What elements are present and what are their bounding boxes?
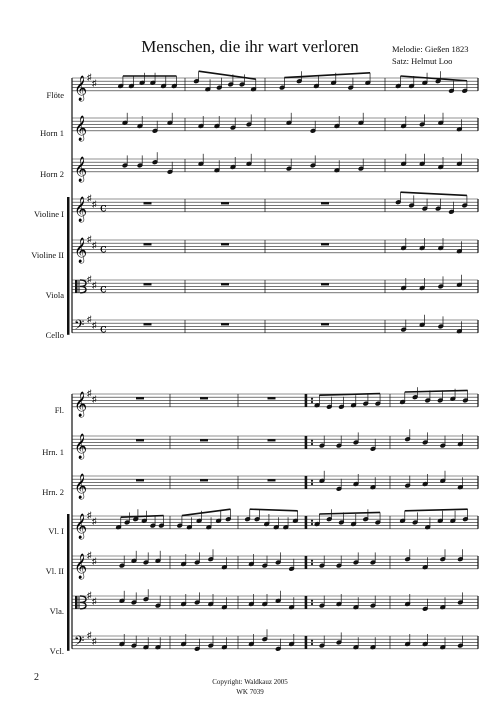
s1-staff-6-rest-2 — [321, 323, 329, 325]
instrument-label-flute: Flöte — [46, 90, 64, 100]
s2-staff-0-repeat-dot-1 — [311, 398, 313, 400]
s2-staff-3-m1-beam — [182, 509, 231, 515]
s2-staff-0-repeat-thick — [305, 394, 307, 407]
s2-staff-4-repeat-dot-2 — [311, 563, 313, 565]
s1-staff-5-rest-1 — [221, 283, 229, 285]
s2-staff-3-treble-clef-icon: 𝄞 — [74, 513, 88, 539]
s1-staff-6-rest-1 — [221, 323, 229, 325]
instrument-label-flute-short: Fl. — [54, 405, 64, 415]
page-title: Menschen, die ihr wart verloren — [141, 37, 359, 56]
s1-staff-3-sharp-c-icon: ♯ — [92, 198, 97, 209]
s2-staff-2-repeat-dot-1 — [311, 480, 313, 482]
s2-staff-1-rest-1 — [200, 439, 208, 441]
s1-staff-0-sharp-c-icon: ♯ — [92, 77, 97, 88]
s1-staff-0-m3-beam — [400, 76, 466, 81]
s2-staff-1-repeat-dot-2 — [311, 443, 313, 445]
s2-staff-2-repeat-dot-2 — [311, 483, 313, 485]
s2-staff-4-treble-clef-icon: 𝄞 — [74, 553, 88, 579]
setting-credit: Satz: Helmut Loo — [392, 56, 453, 66]
page-number: 2 — [34, 672, 39, 683]
s2-staff-5-sharp-c-icon: ♯ — [92, 595, 97, 606]
s2-staff-1-treble-clef-icon: 𝄞 — [74, 433, 88, 459]
s1-staff-4-rest-2 — [321, 243, 329, 245]
s2-staff-5-repeat-thick — [305, 596, 307, 609]
s2-staff-5-alto-clef-bar — [79, 596, 80, 609]
s2-staff-6-repeat-thick — [305, 636, 307, 649]
instrument-label-horn-2-short: Hrn. 2 — [42, 487, 64, 497]
s1-staff-6-rest-0 — [144, 323, 152, 325]
s1-staff-3-rest-2 — [321, 202, 329, 204]
s1-staff-5-alto-clef-bar — [79, 280, 80, 293]
s2-staff-3-m2-beam — [250, 509, 298, 511]
s1-staff-0-treble-clef-icon: 𝄞 — [74, 75, 88, 101]
s1-staff-6-sharp-f-icon: ♯ — [87, 314, 92, 324]
footer-catalog: WK 7039 — [236, 688, 264, 696]
s2-staff-0-rest-1 — [200, 397, 208, 399]
s1-staff-6-time-signature: c — [100, 321, 107, 336]
s1-staff-3-treble-clef-icon: 𝄞 — [74, 196, 88, 222]
s1-staff-6-bass-clef-icon: 𝄢 — [74, 317, 85, 336]
s1-staff-3-rest-0 — [144, 202, 152, 204]
s1-staff-3-sharp-f-icon: ♯ — [87, 193, 92, 203]
s1-staff-4-sharp-f-icon: ♯ — [87, 234, 92, 244]
instrument-label-violin-1: Violine I — [34, 209, 64, 219]
s2-staff-2-repeat-thick — [305, 476, 307, 489]
s1-staff-4-treble-clef-icon: 𝄞 — [74, 237, 88, 263]
s2-staff-5-sharp-f-icon: ♯ — [87, 590, 92, 600]
s2-staff-3-sharp-f-icon: ♯ — [87, 510, 92, 520]
s1-staff-4-rest-1 — [221, 243, 229, 245]
instrument-label-cello: Cello — [45, 330, 64, 340]
instrument-label-viola-short: Vla. — [49, 606, 64, 616]
s1-staff-4-rest-0 — [144, 243, 152, 245]
s2-staff-2-treble-clef-icon: 𝄞 — [74, 473, 88, 499]
melody-credit: Melodie: Gießen 1823 — [392, 44, 469, 54]
s1-staff-5-sharp-f-icon: ♯ — [87, 274, 92, 284]
instrument-label-horn-1-short: Hrn. 1 — [42, 447, 64, 457]
s1-staff-5-sharp-c-icon: ♯ — [92, 279, 97, 290]
s2-staff-4-repeat-dot-1 — [311, 560, 313, 562]
s2-staff-0-rest-2 — [268, 397, 276, 399]
s2-staff-6-repeat-dot-1 — [311, 640, 313, 642]
s2-staff-3-repeat-thick — [305, 516, 307, 529]
s2-staff-0-sharp-c-icon: ♯ — [92, 393, 97, 404]
footer-copyright: Copyright: Waldkauz 2005 — [212, 678, 288, 686]
s2-staff-5-alto-clef-icon — [75, 596, 78, 609]
s1-staff-3-rest-1 — [221, 202, 229, 204]
s2-staff-0-m4-beam — [405, 390, 468, 392]
s2-staff-0-treble-clef-icon: 𝄞 — [74, 391, 88, 417]
s2-staff-6-sharp-c-icon: ♯ — [92, 635, 97, 646]
s1-staff-0-m2-beam — [284, 73, 370, 78]
s2-staff-4-sharp-f-icon: ♯ — [87, 550, 92, 560]
s2-staff-3-sharp-c-icon: ♯ — [92, 515, 97, 526]
s2-staff-1-repeat-dot-1 — [311, 440, 313, 442]
s2-staff-3-repeat-dot-1 — [311, 520, 313, 522]
s2-staff-4-repeat-thick — [305, 556, 307, 569]
s2-staff-6-bass-clef-icon: 𝄢 — [74, 633, 85, 652]
s2-staff-5-repeat-dot-2 — [311, 603, 313, 605]
s1-staff-3-time-signature: c — [100, 200, 107, 215]
s1-staff-1-treble-clef-icon: 𝄞 — [74, 115, 88, 141]
s2-staff-1-rest-2 — [268, 439, 276, 441]
s2-staff-3-m3-beam — [319, 512, 380, 514]
s2-staff-6-sharp-f-icon: ♯ — [87, 630, 92, 640]
s2-staff-6-repeat-dot-2 — [311, 643, 313, 645]
s1-string-bracket — [67, 197, 70, 335]
s1-staff-4-sharp-c-icon: ♯ — [92, 239, 97, 250]
s1-staff-2-treble-clef-icon: 𝄞 — [74, 156, 88, 182]
s1-staff-5-rest-0 — [144, 283, 152, 285]
instrument-label-violin-2: Violine II — [31, 250, 64, 260]
instrument-label-viola: Viola — [45, 290, 64, 300]
instrument-label-horn-1: Horn 1 — [40, 128, 64, 138]
s1-staff-3-m3-beam — [400, 192, 466, 195]
s2-staff-0-sharp-f-icon: ♯ — [87, 388, 92, 398]
s1-staff-0-sharp-f-icon: ♯ — [87, 72, 92, 82]
s1-staff-6-sharp-c-icon: ♯ — [92, 319, 97, 330]
s2-staff-0-rest-0 — [136, 397, 144, 399]
instrument-label-violin-1-short: Vl. I — [48, 526, 64, 536]
s2-staff-5-repeat-dot-1 — [311, 600, 313, 602]
s2-string-bracket — [67, 514, 70, 651]
s2-staff-3-m4-beam — [405, 509, 468, 511]
instrument-label-violin-2-short: Vl. II — [45, 566, 64, 576]
s2-staff-2-rest-1 — [200, 479, 208, 481]
s2-staff-4-sharp-c-icon: ♯ — [92, 555, 97, 566]
s1-staff-4-time-signature: c — [100, 241, 107, 256]
s2-staff-1-repeat-thick — [305, 436, 307, 449]
s2-staff-3-repeat-dot-2 — [311, 523, 313, 525]
s2-staff-1-rest-0 — [136, 439, 144, 441]
s1-staff-5-time-signature: c — [100, 281, 107, 296]
s2-staff-2-rest-0 — [136, 479, 144, 481]
s2-staff-2-rest-2 — [268, 479, 276, 481]
instrument-label-cello-short: Vcl. — [49, 646, 64, 656]
s1-staff-5-rest-2 — [321, 283, 329, 285]
instrument-label-horn-2: Horn 2 — [40, 169, 64, 179]
s1-staff-5-alto-clef-icon — [75, 280, 78, 293]
s2-staff-0-repeat-dot-2 — [311, 401, 313, 403]
